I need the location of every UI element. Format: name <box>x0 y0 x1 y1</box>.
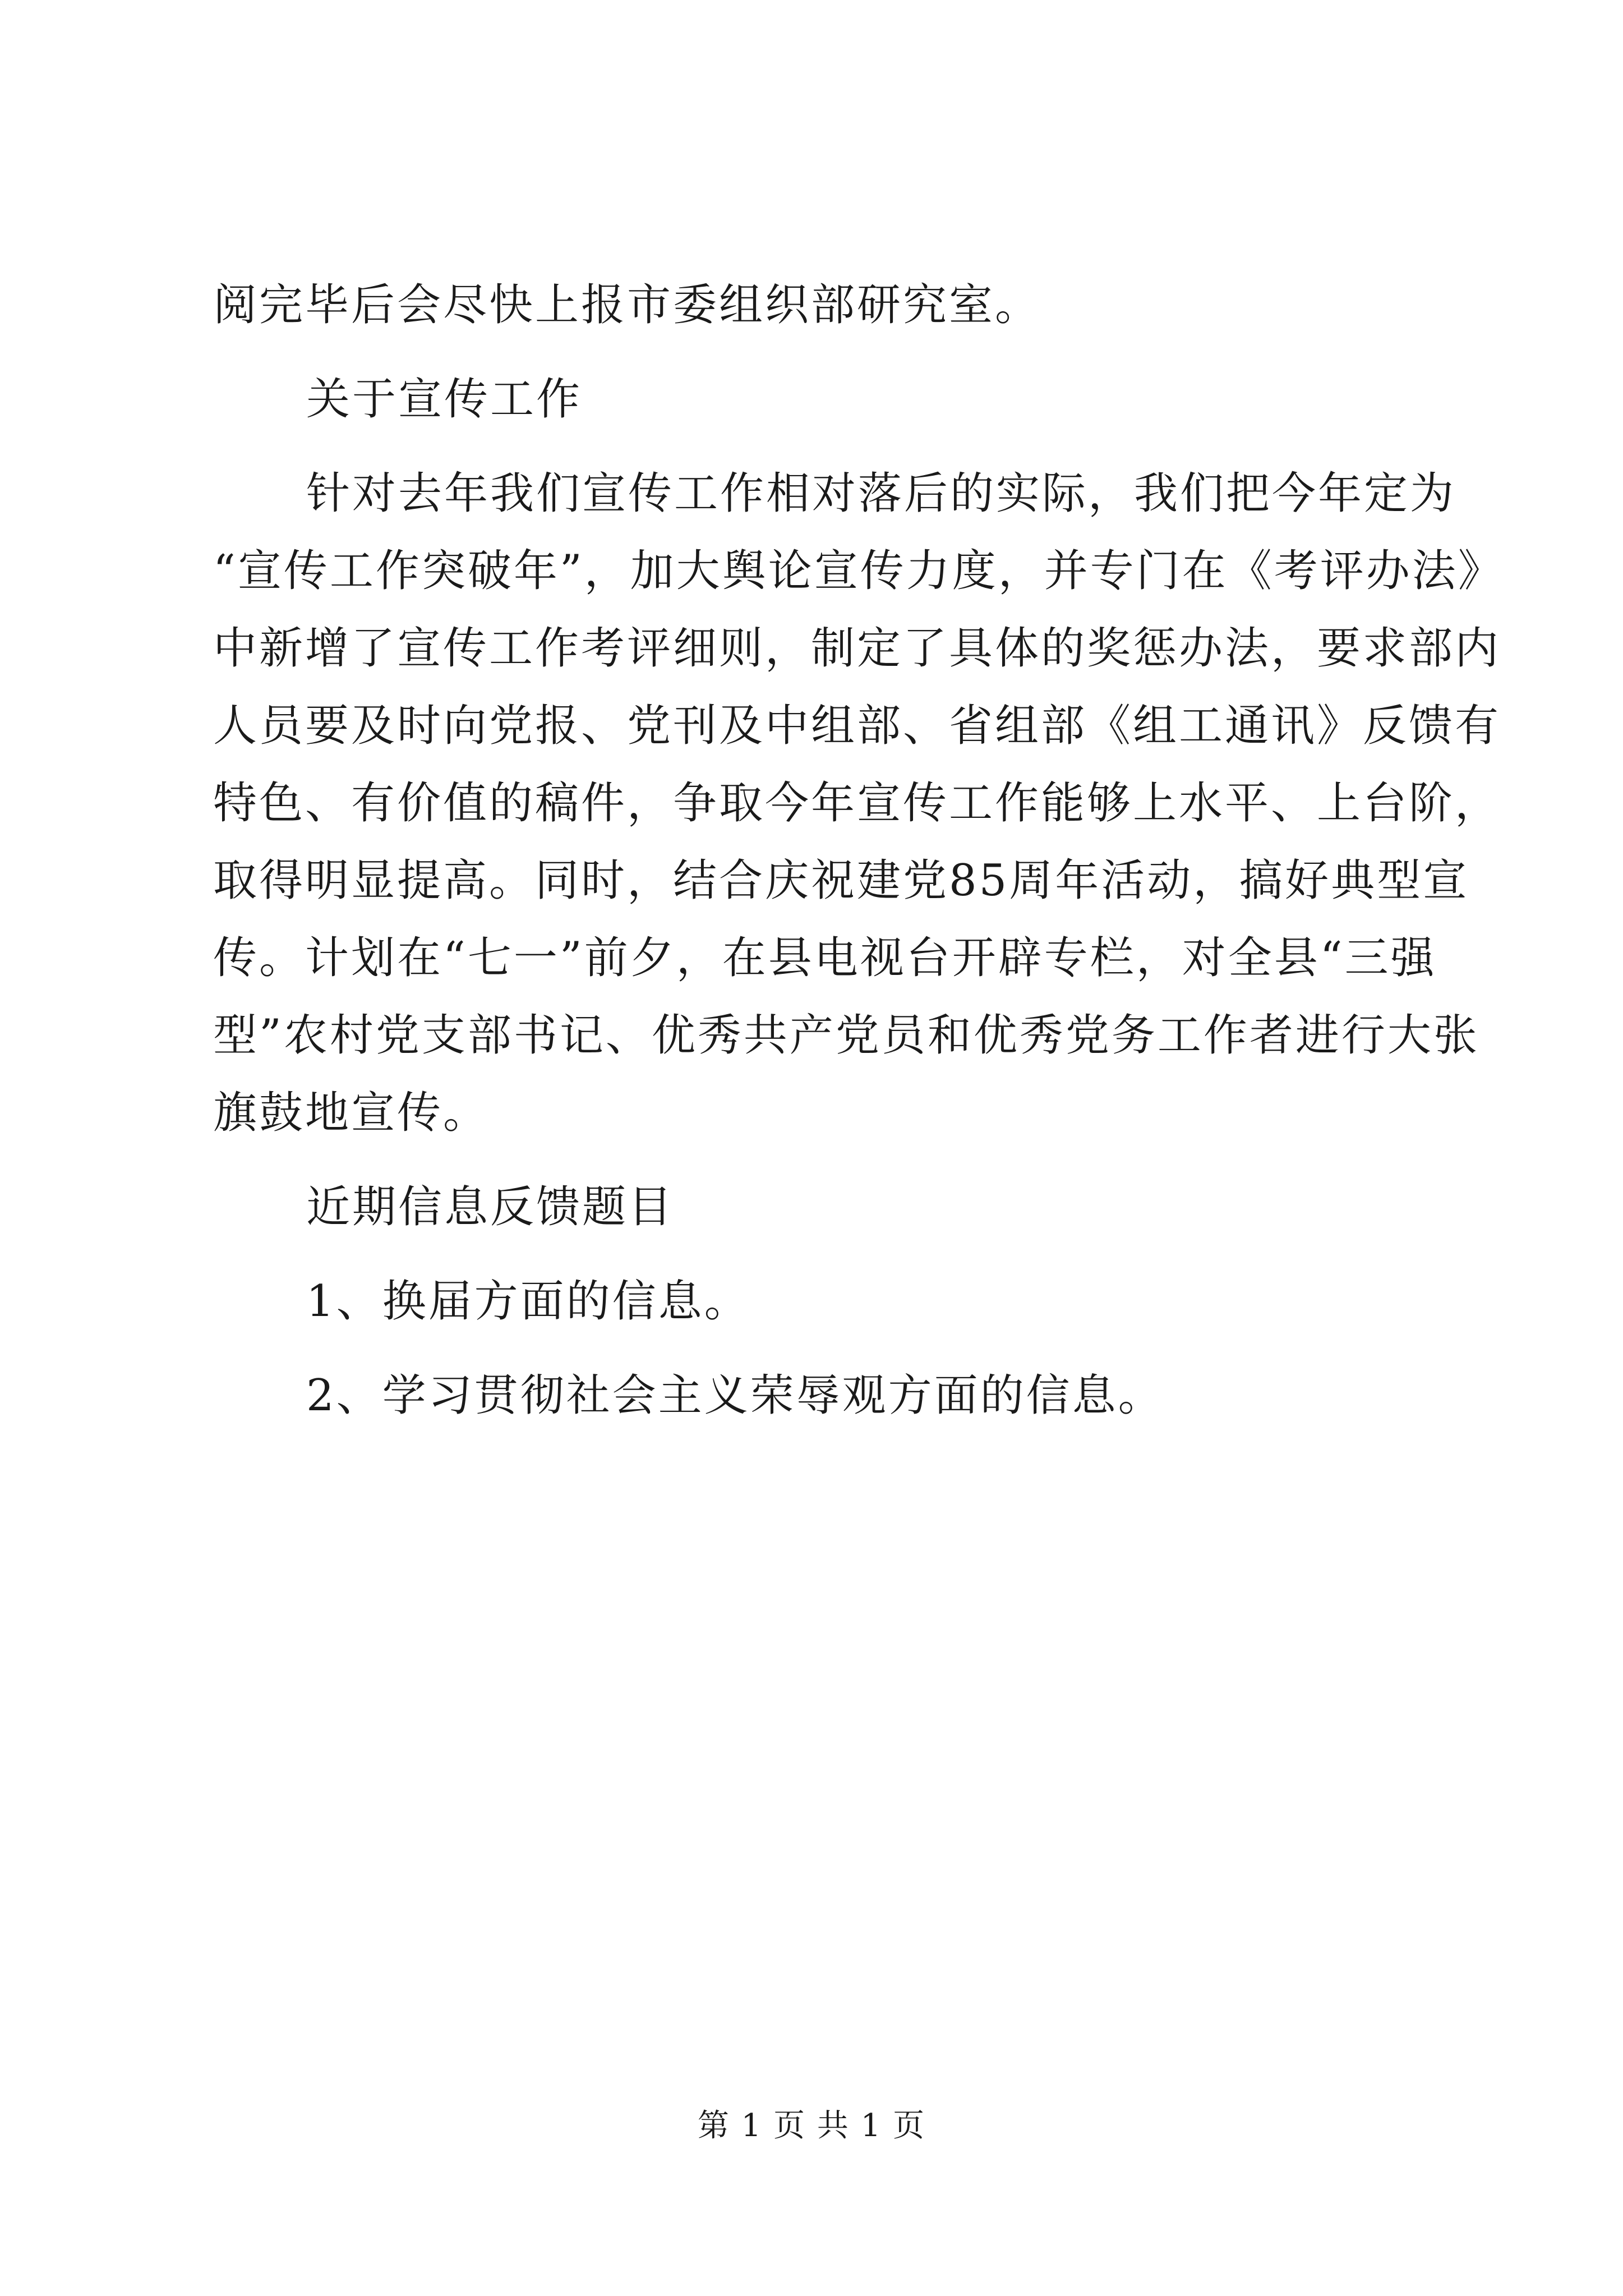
paragraph-line: 旗鼓地宣传。 <box>213 1088 490 1138</box>
document-body <box>213 266 1504 1434</box>
list-item: 2、学习贯彻社会主义荣辱观方面的信息。 <box>306 1370 1164 1421</box>
section-heading-feedback: 近期信息反馈题目 <box>306 1182 675 1232</box>
paragraph-line: 人员要及时向党报、党刊及中组部、省组部《组工通讯》反馈有 <box>213 701 1501 751</box>
paragraph-line: 阅完毕后会尽快上报市委组织部研究室。 <box>213 280 1041 330</box>
page-number-footer: 第 1 页 共 1 页 <box>697 2108 926 2144</box>
paragraph-line: 针对去年我们宣传工作相对落后的实际，我们把今年定为 <box>306 468 1456 519</box>
section-heading-publicity: 关于宣传工作 <box>306 374 583 425</box>
paragraph-line: 传。计划在“七一”前夕，在县电视台开辟专栏，对全县“三强 <box>213 933 1437 983</box>
paragraph-line: “宣传工作突破年”，加大舆论宣传力度，并专门在《考评办法》 <box>213 546 1504 596</box>
list-item: 1、换届方面的信息。 <box>306 1276 750 1327</box>
paragraph-line: 中新增了宣传工作考评细则，制定了具体的奖惩办法，要求部内 <box>213 623 1501 674</box>
paragraph-line: 型”农村党支部书记、优秀共产党员和优秀党务工作者进行大张 <box>213 1010 1479 1061</box>
paragraph-line: 取得明显提高。同时，结合庆祝建党85周年活动，搞好典型宣 <box>213 855 1469 906</box>
paragraph-line: 特色、有价值的稿件，争取今年宣传工作能够上水平、上台阶， <box>213 778 1501 829</box>
